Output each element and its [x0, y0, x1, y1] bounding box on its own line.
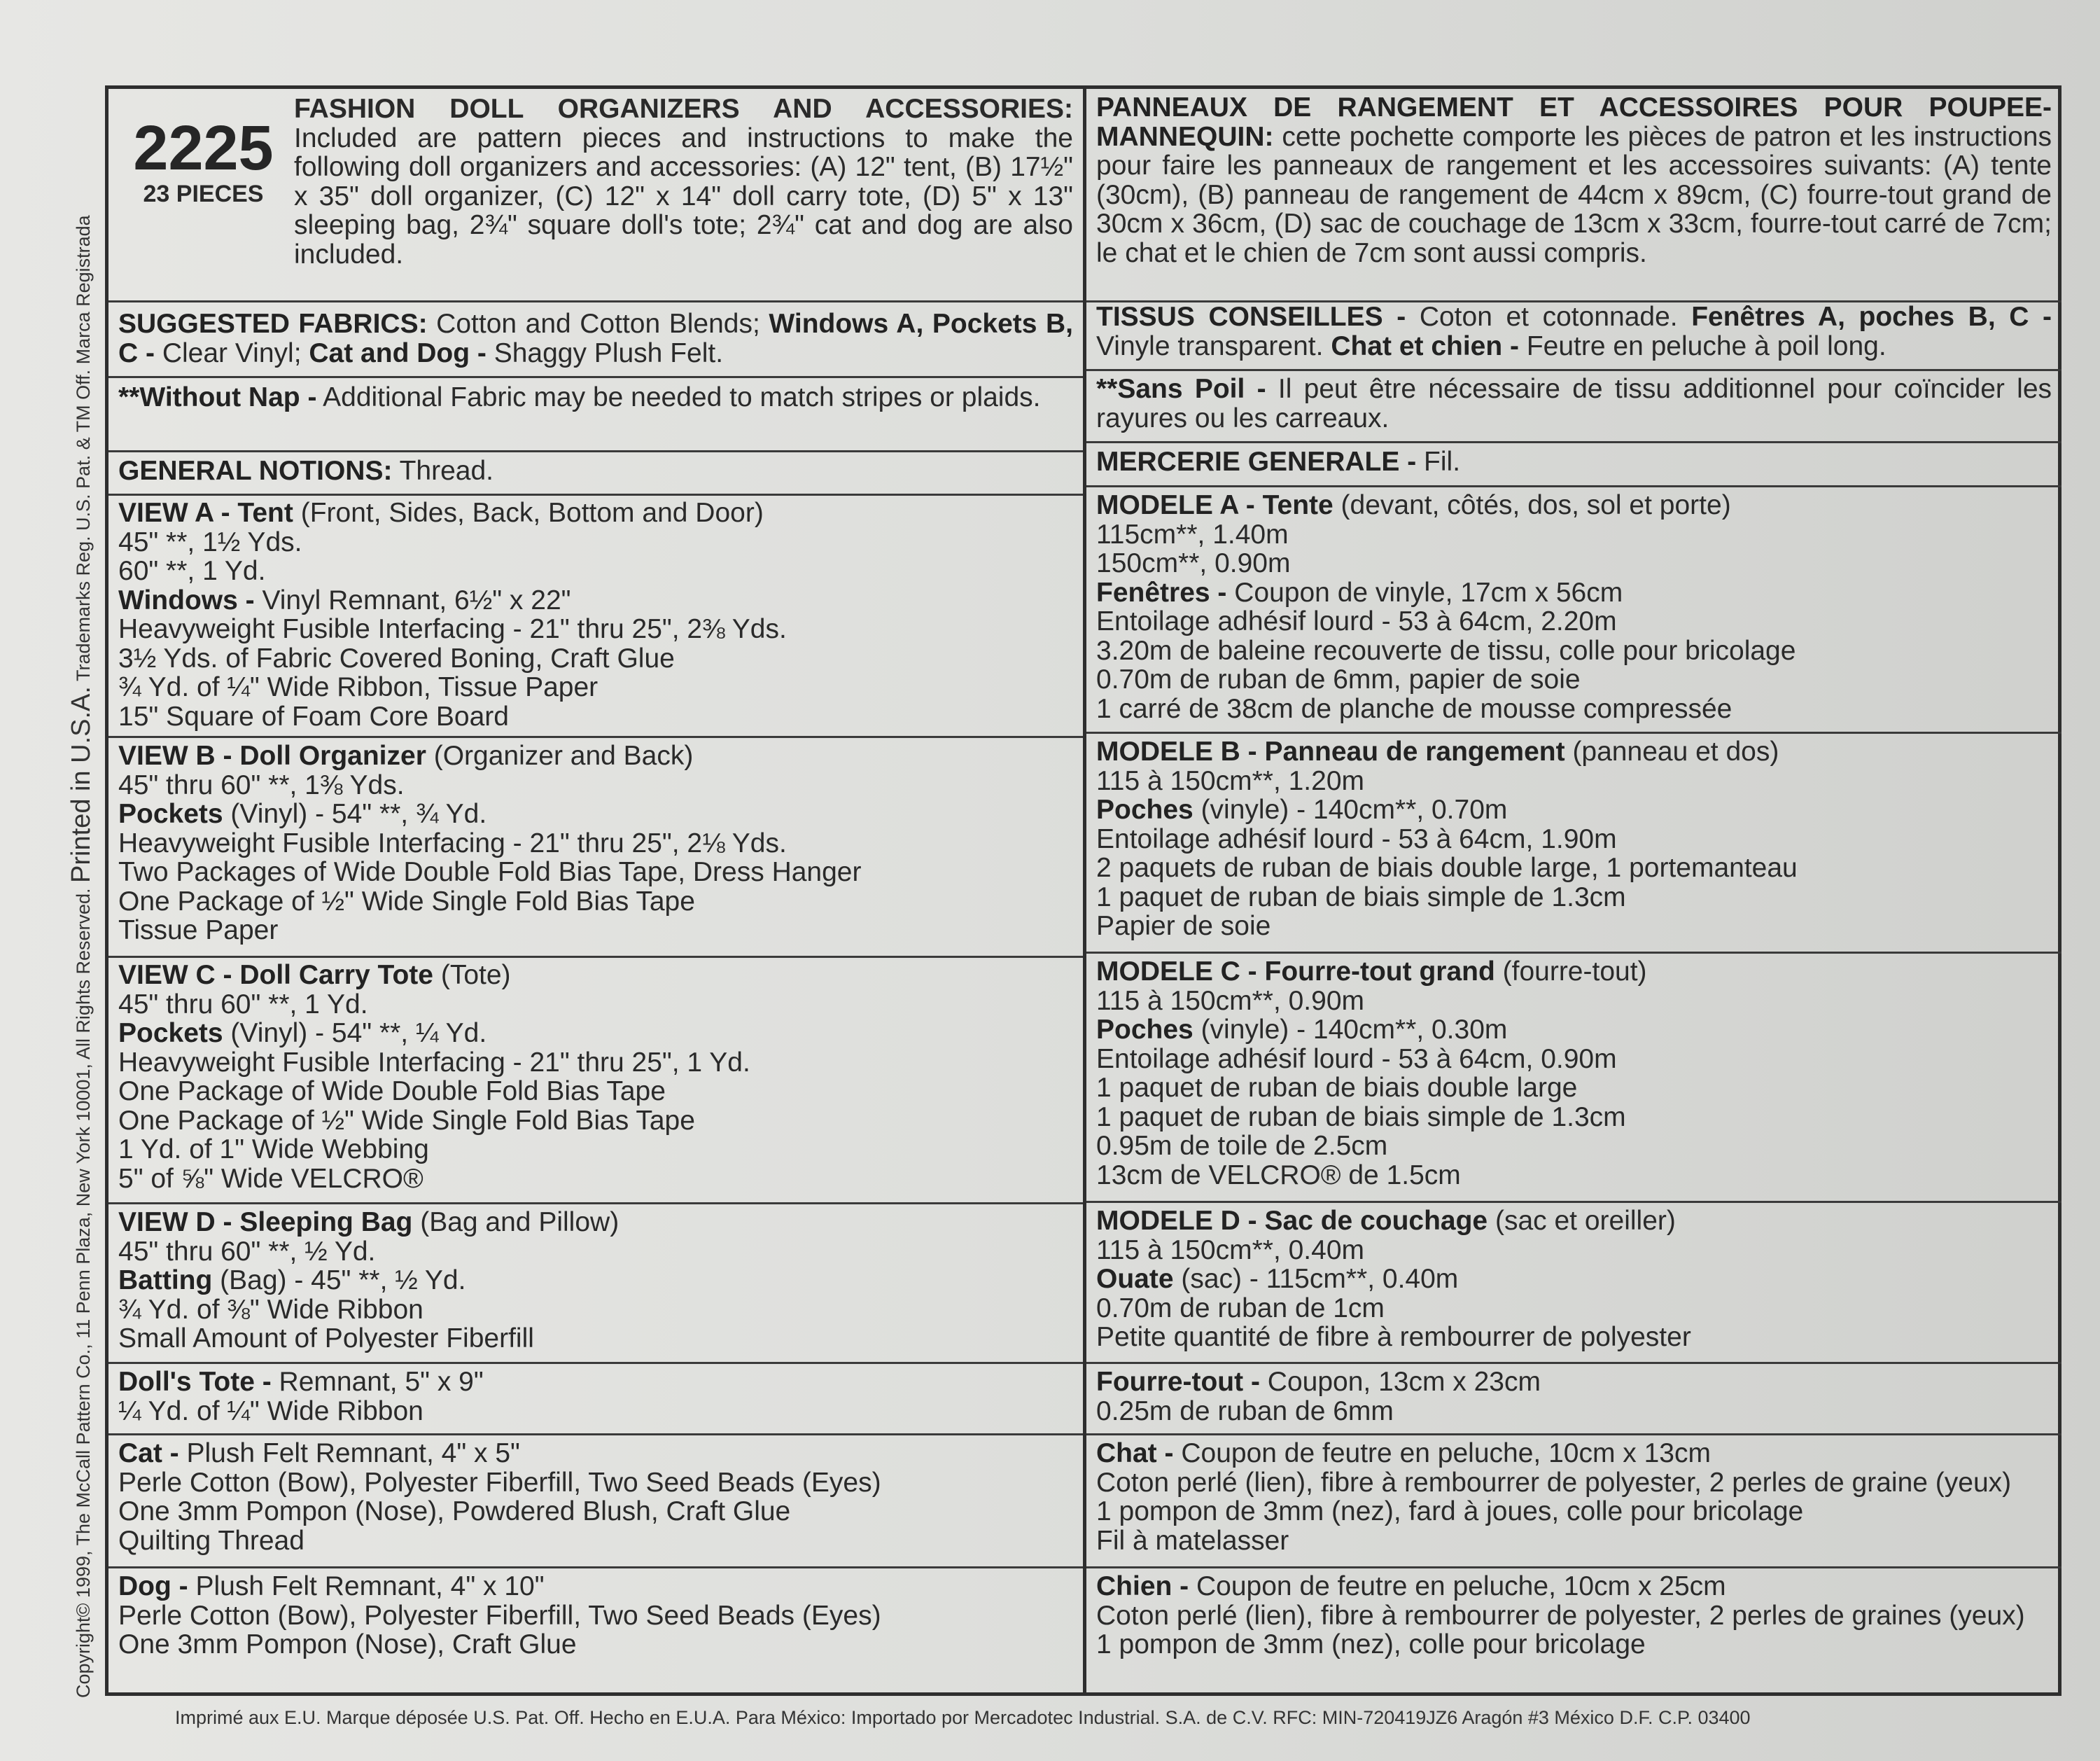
tote-label: Fourre-tout -: [1096, 1367, 1260, 1397]
view-sub: (sac et oreiller): [1488, 1206, 1676, 1236]
fabrics-bold: Chat et chien -: [1331, 330, 1520, 361]
dog-label: Chien -: [1096, 1571, 1189, 1601]
nap-text: Additional Fabric may be needed to match stripes or plaids.: [316, 382, 1041, 412]
view-line: 1 paquet de ruban de biais double large: [1096, 1073, 1578, 1103]
fabrics-bold: Windows A, Pockets B, C -: [118, 309, 1074, 368]
dog-line: 1 pompon de 3mm (nez), colle pour bricolage: [1096, 1629, 1646, 1659]
view-sub: (Bag and Pillow): [412, 1207, 620, 1237]
view-bold: Pockets: [118, 799, 223, 829]
copyright-line: Copyright© 1999, The McCall Pattern Co., 11 Penn Plaza, New York 10001, All Rights Reserved.: [73, 888, 94, 1698]
fabrics-text: Vinyle transparent.: [1096, 330, 1331, 361]
view-line: (Bag) - 45" **, ½ Yd.: [212, 1265, 466, 1295]
view-line: 150cm**, 0.90m: [1096, 548, 1291, 578]
intro-body: Included are pattern pieces and instructions to make the following doll organizers and accessories: (A) 12" tent, (B) 17½" x 35" doll organizer, (C) 12" x 14" doll carry tote, (D) 5" x 13" sleeping bag, 2¾" square doll's tote; 2¾" cat and dog are also included.: [294, 123, 1073, 270]
view-line: (vinyle) - 140cm**, 0.30m: [1193, 1015, 1508, 1045]
row-rule: [108, 736, 1083, 738]
dolls-tote-en: [108, 1367, 1083, 1426]
view-line: 2 paquets de ruban de biais double large, 1 portemanteau: [1096, 853, 1798, 883]
view-line: One Package of ½" Wide Single Fold Bias Tape: [118, 1105, 695, 1136]
cat-label: Cat -: [118, 1438, 179, 1468]
nap-text: Il peut être nécessaire de tissu additionnel pour coïncider les rayures ou les carreaux.: [1096, 374, 2052, 433]
row-rule: [1086, 1566, 2062, 1568]
row-rule: [108, 300, 1083, 302]
view-line: 15" Square of Foam Core Board: [118, 701, 509, 732]
view-label: MODELE C - Fourre-tout grand: [1096, 956, 1495, 987]
notions-label: GENERAL NOTIONS:: [118, 456, 393, 486]
fabrics-label: TISSUS CONSEILLES -: [1096, 302, 1406, 332]
without-nap-fr: [1086, 375, 2062, 433]
view-line: (Vinyl) - 54" **, ¼ Yd.: [223, 1018, 487, 1048]
row-rule: [1086, 1433, 2062, 1435]
cat-line: Coupon de feutre en peluche, 10cm x 13cm: [1173, 1438, 1711, 1468]
tote-label: Doll's Tote -: [118, 1367, 272, 1397]
cat-line: Perle Cotton (Bow), Polyester Fiberfill, Two Seed Beads (Eyes): [118, 1467, 881, 1498]
row-rule: [108, 1362, 1083, 1364]
view-line: 45" thru 60" **, ½ Yd.: [118, 1236, 376, 1267]
dog-fr: [1086, 1572, 2062, 1659]
fabric-chart-table: [105, 85, 2062, 1696]
row-rule: [108, 1202, 1083, 1204]
view-line: Petite quantité de fibre à rembourrer de polyester: [1096, 1322, 1691, 1352]
view-line: Coupon de vinyle, 17cm x 56cm: [1226, 577, 1623, 608]
cat-en: [108, 1439, 1083, 1555]
view-line: 115 à 150cm**, 1.20m: [1096, 765, 1365, 796]
general-notions-en: [108, 457, 1083, 486]
cat-line: One 3mm Pompon (Nose), Powdered Blush, Craft Glue: [118, 1496, 791, 1526]
pattern-number: 2225: [133, 113, 274, 183]
view-line: 1 paquet de ruban de biais simple de 1.3cm: [1096, 882, 1626, 912]
view-line: One Package of Wide Double Fold Bias Tape: [118, 1076, 666, 1106]
row-rule: [1086, 1362, 2062, 1364]
intro-title: FASHION DOLL ORGANIZERS AND ACCESSORIES:: [294, 94, 1073, 124]
view-line: 115 à 150cm**, 0.40m: [1096, 1234, 1365, 1265]
view-line: ¾ Yd. of ⅜" Wide Ribbon: [118, 1294, 424, 1325]
tote-line: 0.25m de ruban de 6mm: [1096, 1395, 1394, 1426]
row-rule: [1086, 485, 2062, 487]
view-a-fr: [1086, 491, 2062, 723]
view-b-fr: [1086, 737, 2062, 941]
row-rule: [108, 494, 1083, 496]
view-sub: (Tote): [433, 960, 511, 990]
general-notions-fr: [1086, 447, 2062, 477]
view-line: 5" of ⅝" Wide VELCRO®: [118, 1163, 424, 1194]
view-bold: Batting: [118, 1265, 213, 1295]
view-c-en: [108, 961, 1083, 1193]
cat-line: Quilting Thread: [118, 1525, 304, 1556]
suggested-fabrics-en: [108, 309, 1083, 368]
notions-text: Thread.: [392, 456, 494, 486]
cat-line: Fil à matelasser: [1096, 1525, 1289, 1556]
view-sub: (Organizer and Back): [426, 741, 694, 771]
dog-line: One 3mm Pompon (Nose), Craft Glue: [118, 1629, 577, 1659]
view-c-fr: [1086, 957, 2062, 1190]
view-line: 1 Yd. of 1" Wide Webbing: [118, 1134, 429, 1164]
trademark-line: Trademarks Reg. U.S. Pat. & TM Off. Marca Registrada: [73, 215, 94, 682]
dog-line: Coton perlé (lien), fibre à rembourrer de polyester, 2 perles de graines (yeux): [1096, 1600, 2025, 1631]
pattern-number-block: [121, 113, 286, 208]
nap-label: **Sans Poil -: [1096, 374, 1266, 404]
dog-line: Perle Cotton (Bow), Polyester Fiberfill, Two Seed Beads (Eyes): [118, 1600, 881, 1631]
fabrics-text: Shaggy Plush Felt.: [486, 337, 724, 368]
view-sub: (panneau et dos): [1564, 737, 1779, 767]
view-line: One Package of ½" Wide Single Fold Bias Tape: [118, 886, 695, 917]
view-sub: (devant, côtés, dos, sol et porte): [1333, 490, 1731, 520]
row-rule: [1086, 1201, 2062, 1203]
view-line: 0.70m de ruban de 6mm, papier de soie: [1096, 664, 1581, 695]
tote-line: Coupon, 13cm x 23cm: [1259, 1367, 1541, 1397]
cat-line: Plush Felt Remnant, 4" x 5": [178, 1438, 520, 1468]
view-line: Entoilage adhésif lourd - 53 à 64cm, 0.90m: [1096, 1043, 1617, 1074]
cat-line: Coton perlé (lien), fibre à rembourrer de polyester, 2 perles de graine (yeux): [1096, 1467, 2012, 1498]
view-line: (sac) - 115cm**, 0.40m: [1173, 1264, 1459, 1294]
view-line: Entoilage adhésif lourd - 53 à 64cm, 1.90m: [1096, 823, 1617, 854]
fabrics-label: SUGGESTED FABRICS:: [118, 309, 428, 339]
view-line: 3½ Yds. of Fabric Covered Boning, Craft Glue: [118, 643, 675, 674]
view-bold: Poches: [1096, 795, 1194, 825]
row-rule: [108, 956, 1083, 958]
row-rule: [1086, 732, 2062, 734]
view-line: Heavyweight Fusible Interfacing - 21" thru 25", 2⅛ Yds.: [118, 828, 787, 858]
nap-label: **Without Nap -: [118, 382, 317, 412]
notions-label: MERCERIE GENERALE -: [1096, 447, 1417, 477]
view-b-en: [108, 742, 1083, 945]
view-line: Heavyweight Fusible Interfacing - 21" thru 25", 1 Yd.: [118, 1047, 750, 1078]
intro-body-fr: cette pochette comporte les pièces de patron et les instructions pour faire les panneaux de rangement et les accessoires suivants: (A) tente (30cm), (B) panneau de rangement de 44cm x 89cm, (C) fourre-tout grand de 30cm x 36cm, (D) sac de couchage de 13cm x 33cm, fourre-tout carré de 7cm; le chat et le chien de 7cm sont aussi compris.: [1096, 121, 2052, 268]
fabrics-text: Cotton and Cotton Blends;: [427, 309, 769, 339]
without-nap-en: [108, 383, 1083, 412]
french-column: [1086, 89, 2062, 1692]
suggested-fabrics-fr: [1086, 302, 2062, 361]
row-rule: [108, 1433, 1083, 1435]
printed-line: Printed in U.S.A.: [66, 686, 96, 883]
view-line: 13cm de VELCRO® de 1.5cm: [1096, 1160, 1461, 1190]
view-bold: Fenêtres -: [1096, 577, 1227, 608]
view-bold: Poches: [1096, 1015, 1194, 1045]
view-bold: Windows -: [118, 585, 255, 615]
cat-line: 1 pompon de 3mm (nez), fard à joues, colle pour bricolage: [1096, 1496, 1804, 1526]
cat-fr: [1086, 1439, 2062, 1555]
view-line: 45" thru 60" **, 1⅜ Yds.: [118, 770, 405, 800]
fabrics-text: Coton et cotonnade.: [1406, 302, 1692, 332]
view-line: 1 paquet de ruban de biais simple de 1.3cm: [1096, 1101, 1626, 1132]
english-column: [108, 89, 1083, 1692]
view-sub: (fourre-tout): [1494, 956, 1647, 987]
view-line: 115 à 150cm**, 0.90m: [1096, 985, 1365, 1016]
dog-label: Dog -: [118, 1571, 188, 1601]
dog-line: Plush Felt Remnant, 4" x 10": [188, 1571, 545, 1601]
view-line: Vinyl Remnant, 6½" x 22": [254, 585, 571, 615]
view-line: Small Amount of Polyester Fiberfill: [118, 1323, 534, 1353]
view-a-en: [108, 499, 1083, 731]
row-rule: [1086, 369, 2062, 371]
view-line: 1 carré de 38cm de planche de mousse compressée: [1096, 693, 1732, 724]
view-d-en: [108, 1208, 1083, 1353]
row-rule: [1086, 952, 2062, 954]
row-rule: [108, 1566, 1083, 1568]
view-line: Entoilage adhésif lourd - 53 à 64cm, 2.20m: [1096, 606, 1617, 636]
intro-title-fr: PANNEAUX DE RANGEMENT ET ACCESSOIRES POUR POUPEE-MANNEQUIN:: [1096, 92, 2052, 152]
view-d-fr: [1086, 1206, 2062, 1352]
view-line: ¾ Yd. of ¼" Wide Ribbon, Tissue Paper: [118, 672, 598, 702]
view-label: MODELE D - Sac de couchage: [1096, 1206, 1488, 1236]
import-footer: Imprimé aux E.U. Marque déposée U.S. Pat. Off. Hecho en E.U.A. Para México: Importado por Mercadotec Industrial. S.A. de C.V. RFC: MIN-720419JZ6 Aragón #3 México D.F. C.P. 03400: [175, 1707, 1751, 1728]
intro-english: [294, 95, 1073, 269]
dog-line: Coupon de feutre en peluche, 10cm x 25cm: [1189, 1571, 1726, 1601]
cat-label: Chat -: [1096, 1438, 1174, 1468]
view-label: VIEW B - Doll Organizer: [118, 741, 426, 771]
view-sub: (Front, Sides, Back, Bottom and Door): [293, 498, 764, 528]
view-line: Two Packages of Wide Double Fold Bias Tape, Dress Hanger: [118, 857, 862, 887]
tote-line: Remnant, 5" x 9": [271, 1367, 484, 1397]
intro-french: [1086, 93, 2062, 267]
view-line: (vinyle) - 140cm**, 0.70m: [1193, 795, 1508, 825]
row-rule: [108, 450, 1083, 452]
view-line: (Vinyl) - 54" **, ¾ Yd.: [223, 799, 487, 829]
view-line: 45" thru 60" **, 1 Yd.: [118, 989, 368, 1019]
view-label: MODELE A - Tente: [1096, 490, 1334, 520]
view-line: 3.20m de baleine recouverte de tissu, colle pour bricolage: [1096, 635, 1796, 666]
view-label: MODELE B - Panneau de rangement: [1096, 737, 1565, 767]
tote-line: ¼ Yd. of ¼" Wide Ribbon: [118, 1395, 424, 1426]
side-copyright-text: [66, 88, 97, 1698]
view-line: 115cm**, 1.40m: [1096, 519, 1289, 550]
dolls-tote-fr: [1086, 1367, 2062, 1426]
row-rule: [1086, 441, 2062, 443]
view-label: VIEW D - Sleeping Bag: [118, 1207, 413, 1237]
fabrics-text: Clear Vinyl;: [155, 337, 309, 368]
fabrics-text: Feutre en peluche à poil long.: [1519, 330, 1886, 361]
view-bold: Ouate: [1096, 1264, 1174, 1294]
pieces-count: 23 PIECES: [143, 181, 264, 207]
view-line: 60" **, 1 Yd.: [118, 556, 266, 586]
fabrics-bold: Fenêtres A, poches B, C -: [1691, 302, 2052, 332]
view-line: Papier de soie: [1096, 911, 1271, 941]
row-rule: [108, 376, 1083, 378]
view-line: Tissue Paper: [118, 915, 279, 945]
view-bold: Pockets: [118, 1018, 223, 1048]
view-line: 45" **, 1½ Yds.: [118, 527, 302, 557]
dog-en: [108, 1572, 1083, 1659]
notions-text: Fil.: [1416, 447, 1461, 477]
view-line: 0.70m de ruban de 1cm: [1096, 1293, 1385, 1323]
fabrics-bold: Cat and Dog -: [309, 337, 486, 368]
view-line: Heavyweight Fusible Interfacing - 21" thru 25", 2⅜ Yds.: [118, 614, 787, 644]
view-line: 0.95m de toile de 2.5cm: [1096, 1131, 1388, 1161]
view-label: VIEW C - Doll Carry Tote: [118, 960, 433, 990]
view-label: VIEW A - Tent: [118, 498, 293, 528]
